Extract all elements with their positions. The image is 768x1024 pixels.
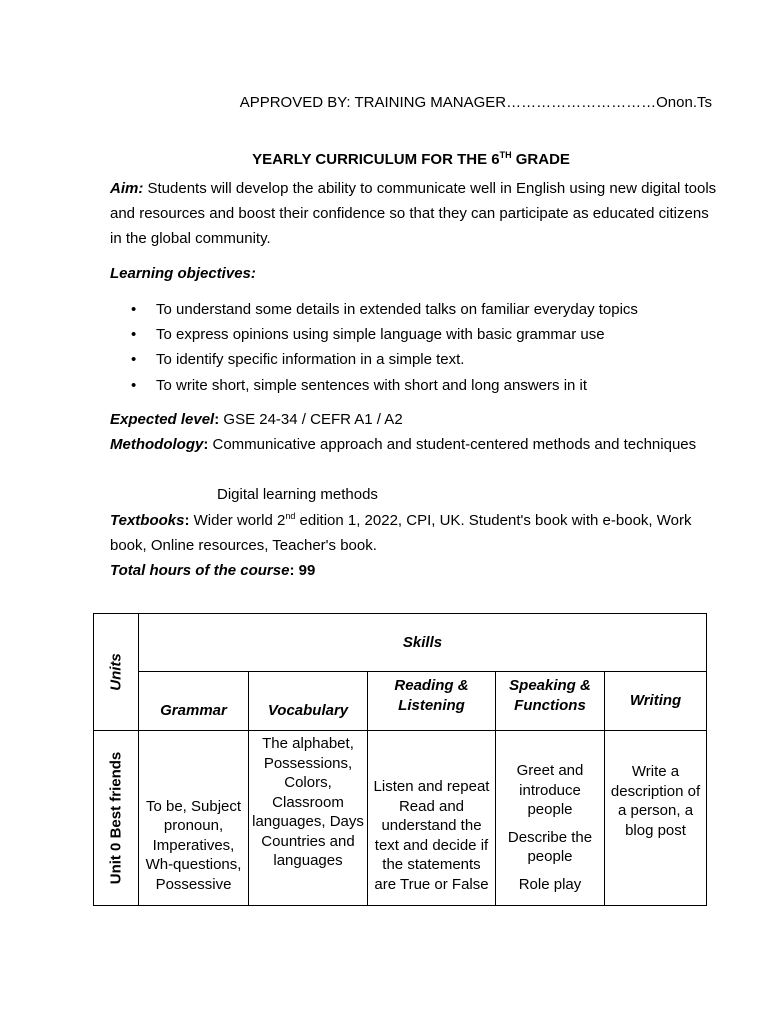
list-item: • To identify specific information in a simple text. xyxy=(131,347,731,372)
page-title: YEARLY CURRICULUM FOR THE 6TH GRADE xyxy=(252,150,570,168)
speaking-item: Greet and introduce people xyxy=(516,762,584,818)
total-hours: Total hours of the course: 99 xyxy=(110,562,316,579)
skills-header: Skills xyxy=(139,614,707,672)
methodology: Methodology: Communicative approach and student-centered methods and techniques xyxy=(110,436,697,453)
aim-label: Aim: xyxy=(110,180,144,197)
vocabulary-cell: The alphabet, Possessions, Colors, Classroom languages, Days Countries and languages xyxy=(249,731,368,906)
aim-text: Students will develop the ability to communicate well in English using new digital tools and resources and boost their confidence so that they can participate as educated citizens in the global community. xyxy=(110,180,717,247)
column-header-grammar: Grammar xyxy=(139,672,249,731)
curriculum-table xyxy=(93,613,707,906)
list-item: • To understand some details in extended talks on familiar everyday topics xyxy=(131,297,731,322)
aim-paragraph xyxy=(110,176,720,251)
column-header-speaking: Speaking & Functions xyxy=(496,672,605,731)
objectives-list xyxy=(131,297,731,398)
units-header-cell xyxy=(94,614,139,731)
reading-cell: Listen and repeat Read and understand the text and decide if the statements are True or False xyxy=(368,731,496,906)
speaking-item: Role play xyxy=(518,875,582,893)
unit-label: Unit 0 Best friends xyxy=(107,751,125,885)
methodology-extra: Digital learning methods xyxy=(217,486,378,503)
column-header-reading: Reading & Listening xyxy=(368,672,496,731)
grammar-cell: To be, Subject pronoun, Imperatives, Wh-questions, Possessive xyxy=(139,731,249,906)
speaking-cell xyxy=(496,731,605,906)
textbooks: Textbooks: Wider world 2nd edition 1, 2022, CPI, UK. Student's book with e-book, Work book, Online resources, Teacher's book. xyxy=(110,511,692,554)
writing-cell: Write a description of a person, a blog post xyxy=(605,731,707,906)
list-item: • To express opinions using simple language with basic grammar use xyxy=(131,322,731,347)
unit-cell xyxy=(94,731,139,906)
objectives-heading: Learning objectives: xyxy=(110,265,256,282)
expected-level: Expected level: GSE 24-34 / CEFR A1 / A2 xyxy=(110,411,403,428)
units-header: Units xyxy=(107,653,125,691)
list-item: • To write short, simple sentences with short and long answers in it xyxy=(131,373,731,398)
column-header-writing: Writing xyxy=(605,672,707,731)
approval-line: APPROVED BY: TRAINING MANAGER…………………………Onon.Ts xyxy=(239,94,712,111)
column-header-vocabulary: Vocabulary xyxy=(249,672,368,731)
speaking-item: Describe the people xyxy=(507,828,593,865)
